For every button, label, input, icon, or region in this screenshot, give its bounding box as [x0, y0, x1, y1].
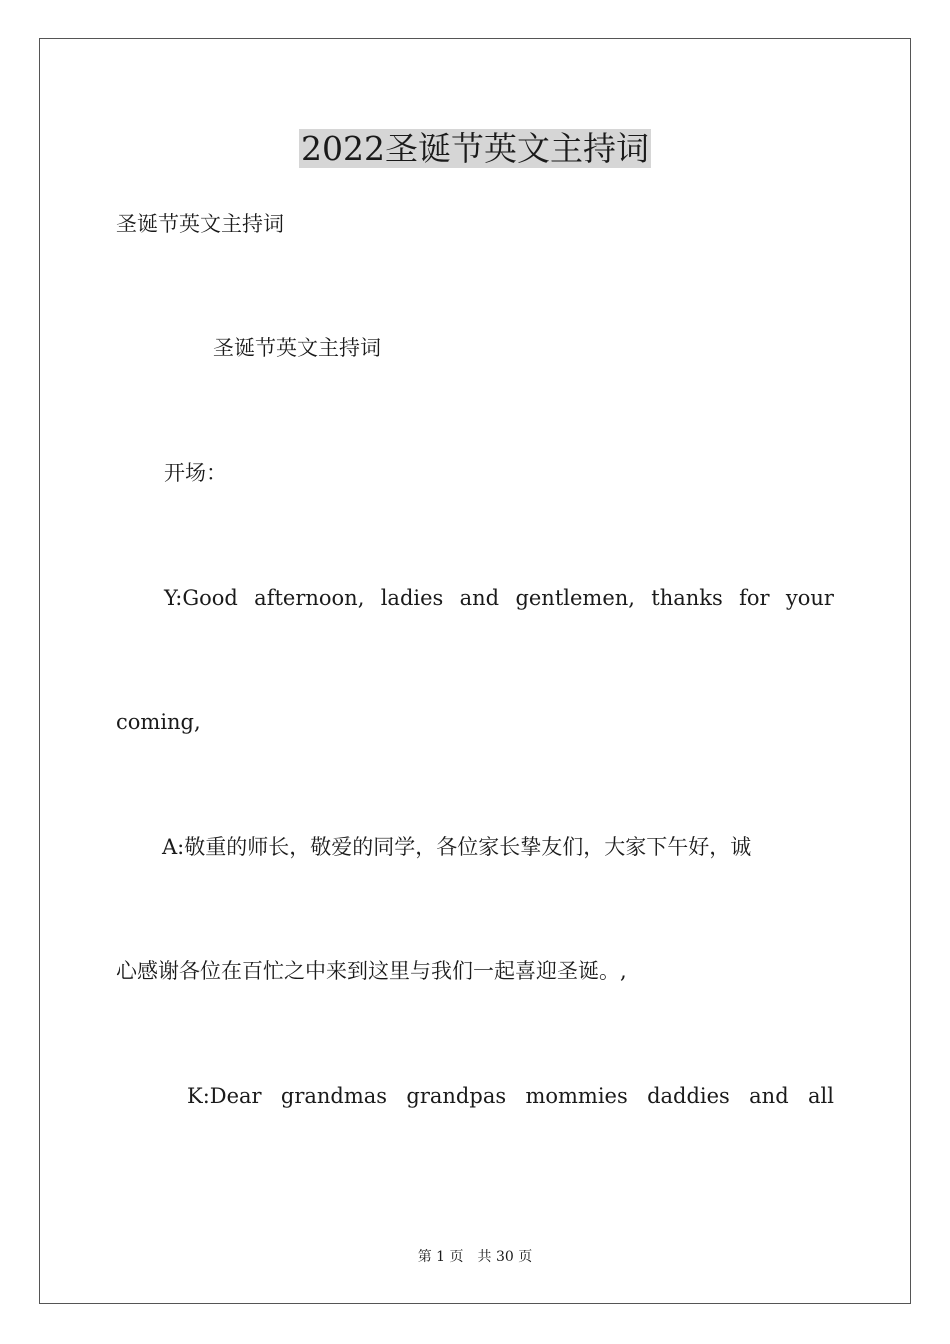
document-title-text: 2022圣诞节英文主持词 — [301, 129, 649, 168]
word: and — [749, 1084, 789, 1108]
word: and — [459, 586, 500, 610]
word: K:Dear — [187, 1084, 262, 1108]
word: thanks — [651, 586, 723, 610]
paragraph-a-line-2: 心感谢各位在百忙之中来到这里与我们一起喜迎圣诞。, — [116, 959, 627, 983]
paragraph-a-line-1: A:敬重的师长，敬爱的同学，各位家长挚友们，大家下午好，诚 — [162, 835, 752, 859]
document-title — [0, 128, 950, 170]
word: gentlemen, — [515, 586, 635, 610]
word: grandmas — [280, 1084, 388, 1108]
indented-heading: 圣诞节英文主持词 — [213, 336, 381, 360]
word: Y:Good — [164, 586, 238, 610]
word: daddies — [647, 1084, 730, 1108]
paragraph-k-line-1 — [187, 1082, 834, 1110]
subtitle: 圣诞节英文主持词 — [116, 212, 284, 236]
word: mommies — [525, 1084, 628, 1108]
paragraph-y-line-1 — [164, 584, 834, 612]
section-label: 开场： — [164, 461, 227, 485]
paragraph-y-line-2: coming, — [116, 710, 201, 734]
word: your — [785, 586, 834, 610]
page-footer: 第 1 页 共 30 页 — [417, 1249, 533, 1265]
word: for — [739, 586, 770, 610]
word: all — [807, 1084, 834, 1108]
word: afternoon, — [254, 586, 365, 610]
word: ladies — [380, 586, 444, 610]
word: grandpas — [406, 1084, 507, 1108]
